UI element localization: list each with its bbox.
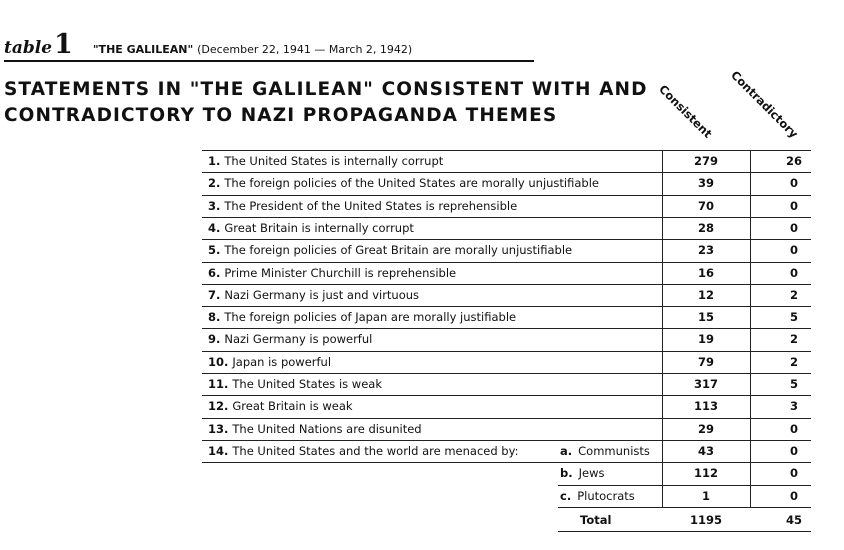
source-title (93, 43, 412, 56)
row-number: 1. (208, 154, 221, 168)
statement-row (208, 172, 599, 194)
statement-text: The United States is internally corrupt (224, 154, 444, 168)
row-number: 14. (208, 443, 229, 458)
statement-text: The foreign policies of Great Britain are morally unjustifiable (224, 243, 573, 258)
statement-text: The United States and the world are menaced by: (232, 443, 519, 458)
consistent-count: 29 (697, 421, 714, 436)
consistent-count: 43 (697, 443, 714, 458)
row-number: 8. (208, 310, 221, 325)
row-number: 3. (208, 198, 221, 213)
statement-text: The President of the United States is reprehensible (224, 198, 518, 213)
title-line-1: STATEMENTS IN "THE GALILEAN" CONSISTENT WITH AND (4, 79, 648, 100)
contradictory-count: 0 (789, 243, 798, 258)
contradictory-count: 26 (785, 154, 802, 168)
consistent-count: 317 (693, 377, 718, 391)
contradictory-count: 0 (789, 421, 798, 436)
sub-item-letter: c. (560, 488, 572, 503)
row-number: 9. (208, 332, 221, 347)
statement-row (208, 217, 414, 239)
row-number: 4. (208, 220, 221, 235)
statement-text: Japan is powerful (232, 354, 332, 369)
sub-item-row (560, 440, 650, 462)
sub-item-text: Communists (578, 443, 650, 458)
statement-text: Prime Minister Churchill is reprehensible (224, 265, 457, 280)
consistent-count: 28 (697, 220, 714, 235)
total-label: Total (580, 512, 612, 527)
contradictory-count: 2 (789, 287, 798, 302)
consistent-count: 79 (697, 354, 714, 369)
consistent-count: 19 (697, 332, 714, 347)
statement-text: The United Nations are disunited (232, 421, 422, 436)
contradictory-count: 5 (789, 310, 798, 325)
row-number: 6. (208, 265, 221, 280)
contradictory-count: 0 (789, 443, 798, 458)
statement-text: The foreign policies of Japan are morally justifiable (224, 310, 517, 325)
statement-row (208, 351, 331, 373)
statement-text: Nazi Germany is powerful (224, 332, 373, 347)
header-rule (4, 60, 534, 62)
contradictory-count: 5 (789, 377, 798, 391)
consistent-count: 12 (697, 287, 714, 302)
contradictory-count: 2 (789, 354, 798, 369)
sub-item-text: Jews (578, 466, 605, 481)
row-number: 11. (208, 377, 229, 391)
contradictory-count: 0 (789, 265, 798, 280)
statement-row (208, 284, 419, 306)
row-number: 7. (208, 287, 221, 302)
statement-text: Great Britain is weak (232, 399, 353, 414)
statement-row (208, 395, 353, 417)
statement-row (208, 262, 456, 284)
row-number: 10. (208, 354, 229, 369)
total-rule (558, 531, 811, 532)
sub-item-row (560, 485, 635, 507)
consistent-count: 16 (697, 265, 714, 280)
statement-row (208, 418, 422, 440)
statement-text: Nazi Germany is just and virtuous (224, 287, 420, 302)
consistent-count: 23 (697, 243, 714, 258)
sub-item-row (560, 462, 604, 484)
contradictory-count: 0 (789, 466, 798, 481)
statement-row (208, 440, 518, 462)
total-contradictory: 45 (785, 512, 802, 527)
row-number: 12. (208, 399, 229, 414)
statement-row (208, 328, 372, 350)
statement-text: Great Britain is internally corrupt (224, 220, 414, 235)
sub-item-text: Plutocrats (577, 488, 635, 503)
consistent-count: 113 (693, 399, 718, 414)
date-range: (December 22, 1941 — March 2, 1942) (197, 43, 413, 56)
sub-item-letter: a. (560, 443, 573, 458)
total-consistent: 1195 (689, 512, 722, 527)
consistent-count: 70 (697, 198, 714, 213)
statement-text: The United States is weak (232, 377, 382, 391)
statement-text: The foreign policies of the United States are morally unjustifiable (224, 176, 599, 191)
contradictory-count: 0 (789, 220, 798, 235)
data-table (202, 150, 811, 527)
column-header-contradictory: Contradictory (728, 68, 801, 141)
statement-row (208, 150, 443, 172)
sub-item-letter: b. (560, 466, 573, 481)
consistent-count: 279 (693, 154, 718, 168)
table-number: 1 (54, 29, 73, 60)
consistent-count: 1 (701, 488, 710, 503)
row-number: 2. (208, 176, 221, 191)
contradictory-count: 0 (789, 198, 798, 213)
contradictory-count: 0 (789, 488, 798, 503)
statement-row (208, 306, 516, 328)
statement-row (208, 239, 572, 261)
consistent-count: 112 (693, 466, 718, 481)
contradictory-count: 3 (789, 399, 798, 414)
page-title (4, 77, 648, 129)
consistent-count: 15 (697, 310, 714, 325)
statement-row (208, 195, 517, 217)
consistent-count: 39 (697, 176, 714, 191)
table-bottom-rule (558, 507, 811, 508)
table-label: table (4, 38, 53, 58)
statement-row (208, 373, 382, 395)
table-header (4, 29, 412, 60)
contradictory-count: 2 (789, 332, 798, 347)
source-name: "THE GALILEAN" (92, 43, 194, 56)
row-number: 5. (208, 243, 221, 258)
column-header-consistent: Consistent (656, 82, 715, 141)
title-line-2: CONTRADICTORY TO NAZI PROPAGANDA THEMES (4, 105, 558, 126)
contradictory-count: 0 (789, 176, 798, 191)
row-number: 13. (208, 421, 229, 436)
